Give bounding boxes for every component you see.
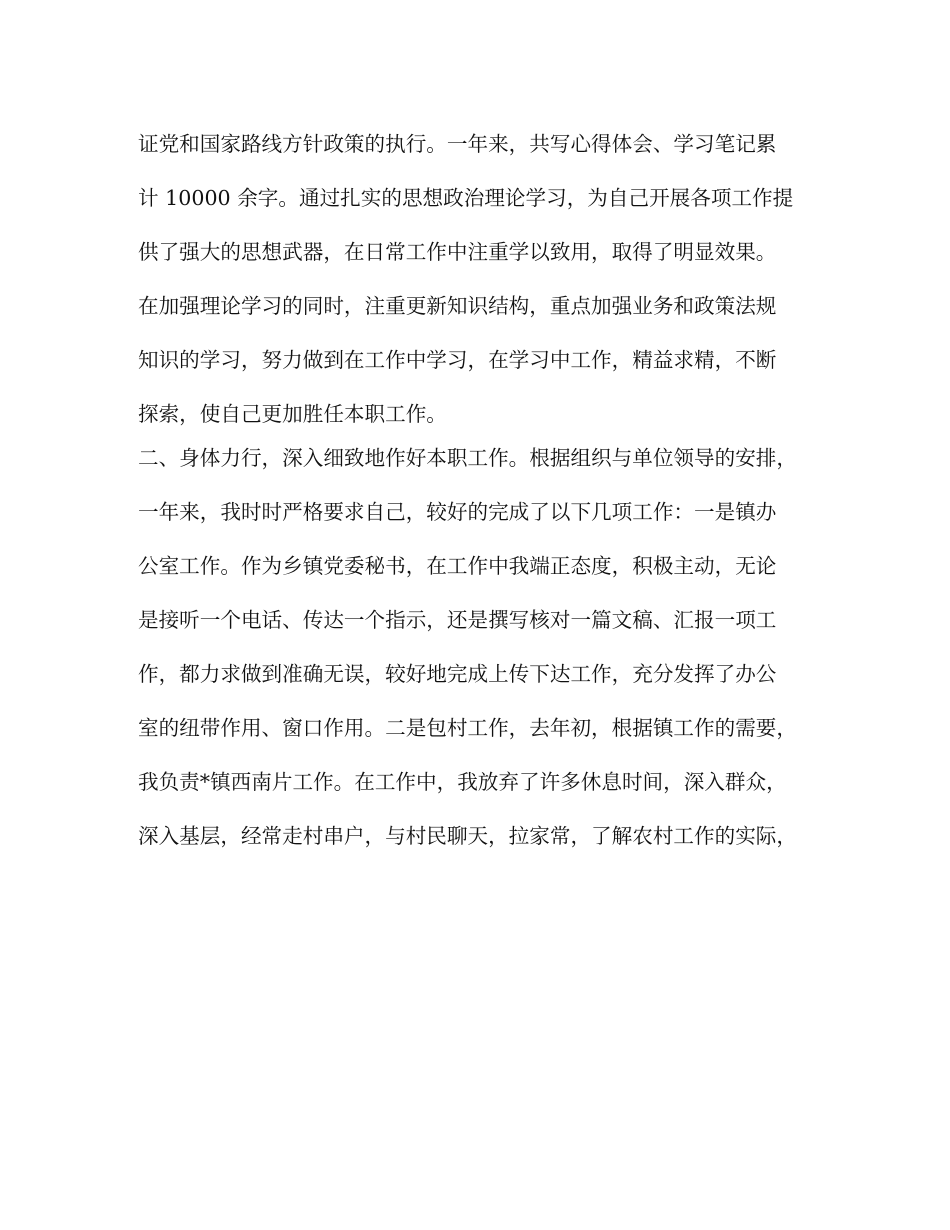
- text-line: 二、身体力行，深入细致地作好本职工作。根据组织与单位领导的安排，: [138, 446, 797, 470]
- paragraph-2: [138, 442, 828, 874]
- text-line: 深入基层，经常走村串户，与村民聊天，拉家常，了解农村工作的实际，: [138, 824, 797, 848]
- text-line: 证党和国家路线方针政策的执行。一年来，共写心得体会、学习笔记累: [138, 132, 777, 156]
- text-line: 知识的学习，努力做到在工作中学习，在学习中工作，精益求精，不断: [138, 348, 777, 372]
- text-line: 一年来，我时时严格要求自己，较好的完成了以下几项工作：一是镇办: [138, 500, 777, 524]
- paragraph-1: [138, 128, 828, 442]
- text-line: 计 10000 余字。通过扎实的思想政治理论学习，为自己开展各项工作提: [138, 186, 794, 210]
- text-line: 公室工作。作为乡镇党委秘书，在工作中我端正态度，积极主动，无论: [138, 554, 777, 578]
- document-body: [138, 128, 828, 874]
- text-line: 供了强大的思想武器，在日常工作中注重学以致用，取得了明显效果。: [138, 240, 777, 264]
- text-line: 我负责*镇西南片工作。在工作中，我放弃了许多休息时间，深入群众，: [138, 770, 787, 794]
- text-line: 在加强理论学习的同时，注重更新知识结构，重点加强业务和政策法规: [138, 294, 777, 318]
- text-line: 作，都力求做到准确无误，较好地完成上传下达工作，充分发挥了办公: [138, 662, 777, 686]
- text-line: 是接听一个电话、传达一个指示，还是撰写核对一篇文稿、汇报一项工: [138, 608, 777, 632]
- text-line: 室的纽带作用、窗口作用。二是包村工作，去年初，根据镇工作的需要，: [138, 716, 797, 740]
- text-line: 探索，使自己更加胜任本职工作。: [138, 402, 447, 426]
